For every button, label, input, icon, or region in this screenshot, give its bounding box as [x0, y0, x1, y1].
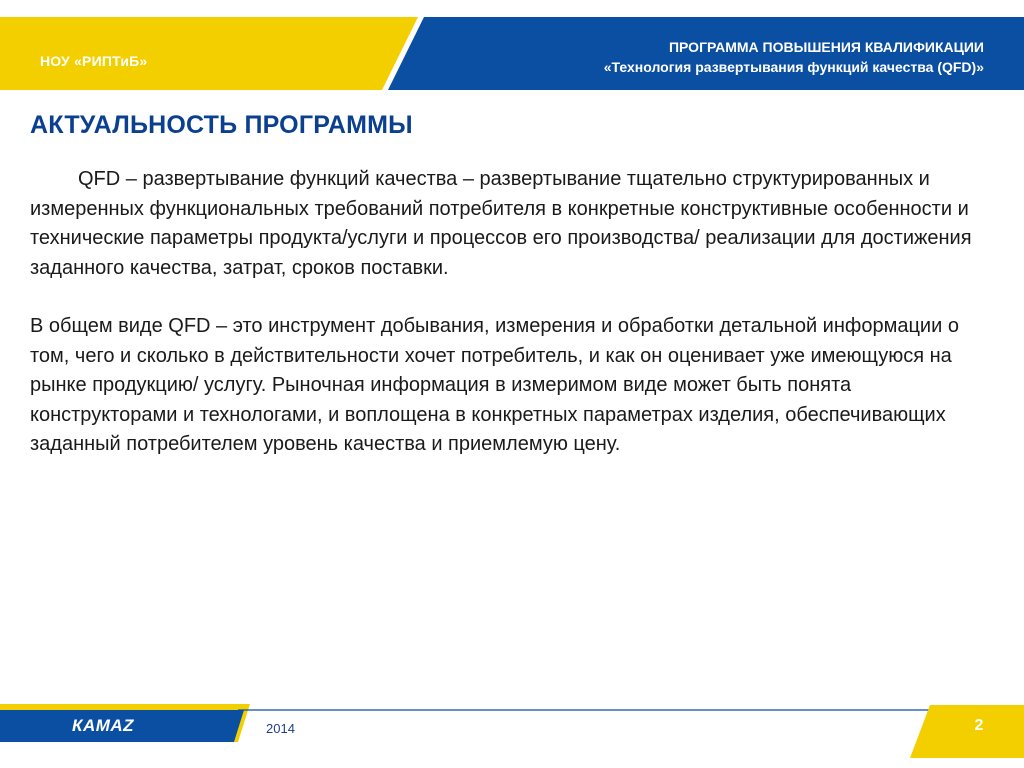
- page-number: 2: [974, 717, 984, 734]
- program-title-line2: «Технология развертывания функций качества (QFD)»: [603, 59, 984, 75]
- header-banner: [0, 17, 1024, 90]
- program-title-line1: ПРОГРАММА ПОВЫШЕНИЯ КВАЛИФИКАЦИИ: [668, 39, 984, 55]
- kamaz-logo: КАМАZ: [72, 716, 135, 735]
- program-title: [604, 37, 984, 77]
- footer-bar: [0, 704, 1024, 758]
- org-name: НОУ «РИПТиБ»: [40, 53, 148, 69]
- footer-year: 2014: [266, 721, 295, 736]
- slide-body: [30, 165, 990, 460]
- paragraph-definition: QFD – развертывание функций качества – развертывание тщательно структурированных и измеренных функциональных требований потребителя в конкретные конструктивные особенности и технические параметры продукта/услуги и процессов его производства/ реализации для достижения заданного качества, затрат, сроков поставки.: [30, 168, 972, 279]
- slide-title: АКТУАЛЬНОСТЬ ПРОГРАММЫ: [30, 111, 413, 139]
- footer-shapes: [0, 704, 1024, 758]
- paragraph-description: В общем виде QFD – это инструмент добывания, измерения и обработки детальной информации о том, чего и сколько в действительности хочет потребитель, и как он оценивает уже имеющуюся на рынке продукцию/ услугу. Рыночная информация в измеримом виде может быть понята конструкторами и технологами, и воплощена в конкретных параметрах изделия, обеспечивающих заданный потребителем уровень качества и приемлемую цену.: [30, 315, 959, 455]
